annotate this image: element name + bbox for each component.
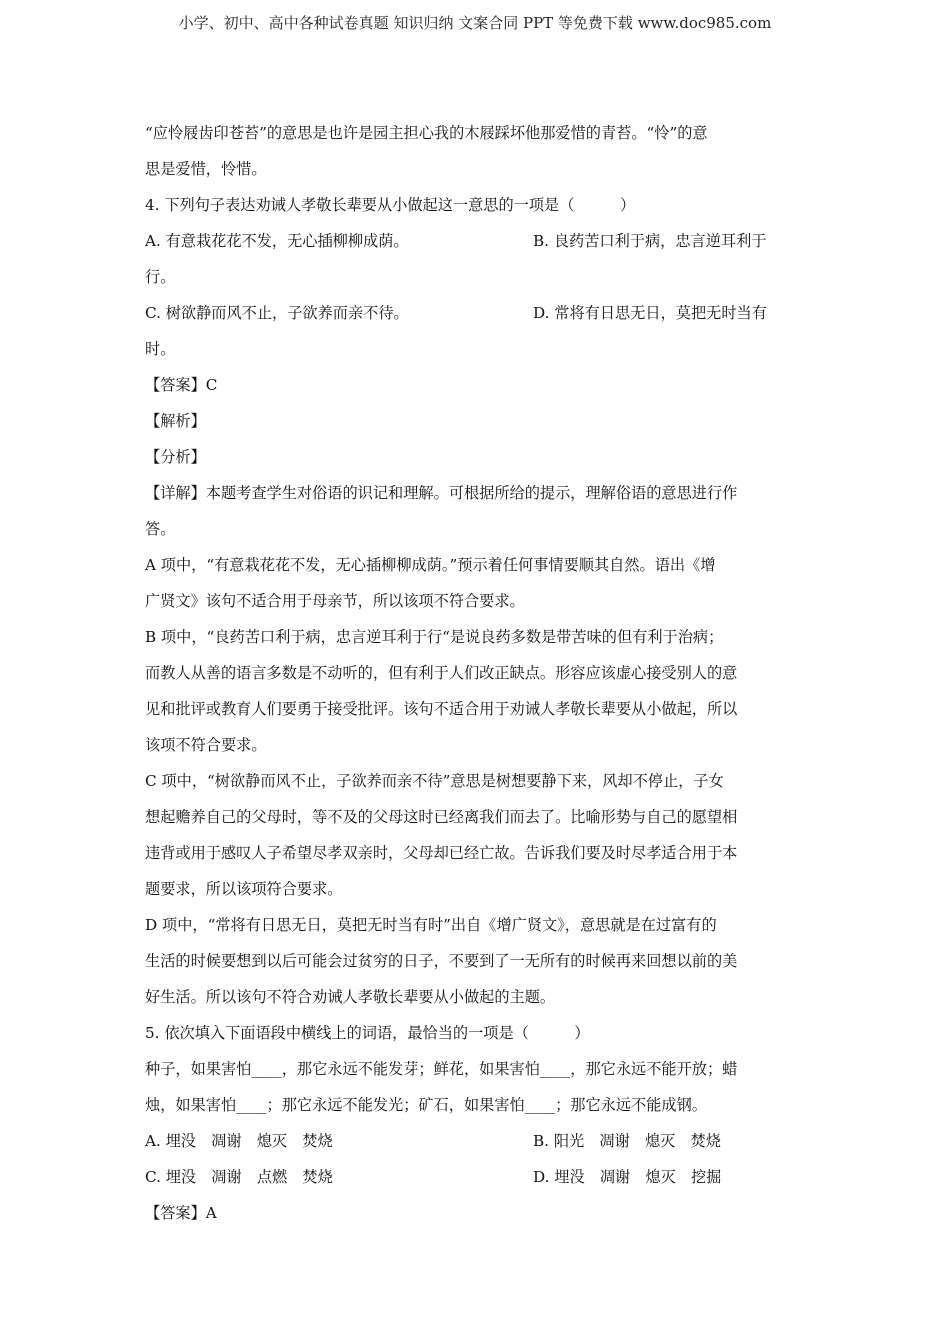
question-5: 5. 依次填入下面语段中横线上的词语，最恰当的一项是（ ） bbox=[145, 1024, 590, 1042]
explain-b: 见和批评或教育人们要勇于接受批评。该句不适合用于劝诫人孝敬长辈要从小做起，所以 bbox=[145, 700, 738, 718]
page-header: 小学、初中、高中各种试卷真题 知识归纳 文案合同 PPT 等免费下载 www.doc985.com bbox=[178, 14, 772, 32]
explain-d: 好生活。所以该句不符合劝诫人孝敬长辈要从小做起的主题。 bbox=[145, 988, 556, 1006]
answer-5: 【答案】A bbox=[145, 1204, 217, 1222]
q5-option-b: B. 阳光 凋谢 熄灭 焚烧 bbox=[533, 1132, 721, 1150]
q5-options-row-2 bbox=[145, 1159, 800, 1195]
answer-4: 【答案】C bbox=[145, 376, 218, 394]
q4-option-a: A. 有意栽花花不发，无心插柳柳成荫。 bbox=[145, 232, 409, 250]
detail-line: 【详解】本题考查学生对俗语的识记和理解。可根据所给的提示，理解俗语的意思进行作 bbox=[145, 484, 738, 502]
explain-b: 该项不符合要求。 bbox=[145, 736, 267, 754]
explain-d: 生活的时候要想到以后可能会过贫穷的日子，不要到了一无所有的时候再来回想以前的美 bbox=[145, 952, 738, 970]
text-line: “应怜屐齿印苍苔”的意思是也许是园主担心我的木屐踩坏他那爱惜的青苔。“怜”的意 bbox=[145, 124, 708, 142]
explain-b: B 项中，“良药苦口利于病，忠言逆耳利于行“是说良药多数是带苦味的但有利于治病； bbox=[145, 628, 724, 646]
q5-option-c: C. 埋没 凋谢 点燃 焚烧 bbox=[145, 1168, 333, 1186]
explain-c: 违背或用于感叹人子希望尽孝双亲时，父母却已经亡故。告诉我们要及时尽孝适合用于本 bbox=[145, 844, 738, 862]
q4-option-b-cont: 行。 bbox=[145, 268, 176, 286]
q4-option-d: D. 常将有日思无日，莫把无时当有 bbox=[533, 304, 767, 322]
fenxi-label: 【分析】 bbox=[145, 448, 206, 466]
q4-options-row-1 bbox=[145, 223, 800, 259]
explain-c: C 项中，“树欲静而风不止，子欲养而亲不待”意思是树想要静下来，风却不停止，子女 bbox=[145, 772, 724, 790]
q4-option-c: C. 树欲静而风不止，子欲养而亲不待。 bbox=[145, 304, 409, 322]
q5-passage: 烛，如果害怕____；那它永远不能发光；矿石，如果害怕____；那它永远不能成钢。 bbox=[145, 1096, 707, 1114]
q5-options-row-1 bbox=[145, 1123, 800, 1159]
explain-d: D 项中，“常将有日思无日，莫把无时当有时”出自《增广贤文》，意思就是在过富有的 bbox=[145, 916, 717, 934]
document-body bbox=[145, 115, 800, 1231]
explain-a: 广贤文》该句不适合用于母亲节，所以该项不符合要求。 bbox=[145, 592, 525, 610]
q4-options-row-2 bbox=[145, 295, 800, 331]
explain-c: 题要求，所以该项符合要求。 bbox=[145, 880, 343, 898]
question-4: 4. 下列句子表达劝诫人孝敬长辈要从小做起这一意思的一项是（ ） bbox=[145, 196, 636, 214]
q5-passage: 种子，如果害怕____，那它永远不能发芽；鲜花，如果害怕____，那它永远不能开放；蜡 bbox=[145, 1060, 738, 1078]
explain-c: 想起赡养自己的父母时，等不及的父母这时已经离我们而去了。比喻形势与自己的愿望相 bbox=[145, 808, 738, 826]
q4-option-d-cont: 时。 bbox=[145, 340, 176, 358]
q5-option-d: D. 埋没 凋谢 熄灭 挖掘 bbox=[533, 1168, 722, 1186]
analysis-label: 【解析】 bbox=[145, 412, 206, 430]
text-line: 思是爱惜，怜惜。 bbox=[145, 160, 267, 178]
q4-option-b: B. 良药苦口利于病，忠言逆耳利于 bbox=[533, 232, 767, 250]
q5-option-a: A. 埋没 凋谢 熄灭 焚烧 bbox=[145, 1132, 333, 1150]
explain-a: A 项中，“有意栽花花不发，无心插柳柳成荫。”预示着任何事情要顺其自然。语出《增 bbox=[145, 556, 716, 574]
explain-b: 而教人从善的语言多数是不动听的，但有利于人们改正缺点。形容应该虚心接受别人的意 bbox=[145, 664, 738, 682]
detail-line: 答。 bbox=[145, 520, 176, 538]
